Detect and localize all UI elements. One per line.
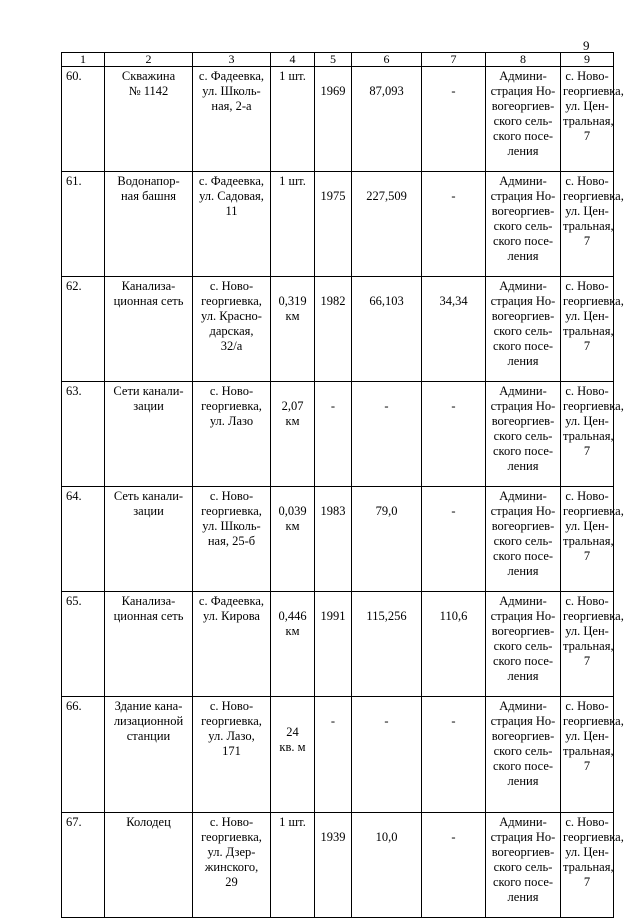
object-quantity (271, 813, 315, 918)
owner-line: вогеоргиев- (491, 845, 555, 859)
object-quantity-line: км (285, 624, 300, 638)
object-address-line: с. Ново- (209, 699, 254, 713)
book-value: - (352, 697, 422, 813)
owner-location-line: георгиевка, (563, 609, 624, 623)
row-number: 66. (62, 697, 105, 813)
object-quantity-line: 1 шт. (279, 815, 306, 829)
table-row (62, 487, 614, 592)
commission-year: 1982 (315, 277, 352, 382)
object-address-line: с. Ново- (209, 815, 254, 829)
owner-location-line: тральная, 7 (563, 324, 614, 353)
residual-value: 34,34 (422, 277, 486, 382)
object-address-line: с. Фадеевка, (198, 174, 265, 188)
owner-location-line: с. Ново- (565, 384, 609, 398)
owner-location-line: ул. Цен- (565, 729, 609, 743)
residual-value: 110,6 (422, 592, 486, 697)
commission-year: 1983 (315, 487, 352, 592)
object-address-line: ул. Школь- (202, 84, 261, 98)
object-quantity-line: 0,319 (278, 294, 307, 308)
owner-line: вогеоргиев- (491, 729, 555, 743)
owner-line: ского сель- (493, 534, 553, 548)
owner-location-line: тральная, 7 (563, 114, 614, 143)
owner-location-line: георгиевка, (563, 189, 624, 203)
row-number: 65. (62, 592, 105, 697)
column-number-4: 4 (271, 53, 315, 67)
residual-value: - (422, 813, 486, 918)
commission-year: 1975 (315, 172, 352, 277)
commission-year: 1991 (315, 592, 352, 697)
row-number: 67. (62, 813, 105, 918)
object-address-line: ная, 25-б (207, 534, 256, 548)
owner-location-line: ул. Цен- (565, 99, 609, 113)
owner-line: Админи- (499, 594, 547, 608)
object-address-line: 11 (225, 204, 238, 218)
column-number-2: 2 (105, 53, 193, 67)
owner-line: ского сель- (493, 860, 553, 874)
object-name (105, 382, 193, 487)
book-value: 10,0 (352, 813, 422, 918)
object-name-line: ная башня (120, 189, 177, 203)
object-address-line: ул. Лазо (209, 414, 254, 428)
residual-value: - (422, 697, 486, 813)
object-address-line: с. Ново- (209, 384, 254, 398)
commission-year: - (315, 382, 352, 487)
book-value: - (352, 382, 422, 487)
column-number-9: 9 (561, 53, 614, 67)
owner (486, 382, 561, 487)
page-number: 9 (583, 38, 590, 53)
object-quantity-line: 1 шт. (279, 174, 306, 188)
owner-line: ского сель- (493, 639, 553, 653)
commission-year: 1969 (315, 67, 352, 172)
owner (486, 67, 561, 172)
owner-line: Админи- (499, 699, 547, 713)
owner-location (561, 382, 624, 487)
owner-location-line: с. Ново- (565, 174, 609, 188)
owner-line: ления (507, 669, 539, 683)
owner-location (561, 697, 624, 813)
object-name-line: зации (133, 399, 164, 413)
owner-location-line: ул. Цен- (565, 624, 609, 638)
object-address (193, 382, 271, 487)
owner-location-line: георгиевка, (563, 399, 624, 413)
owner-line: страция Но- (490, 830, 556, 844)
object-address-line: георгиевка, (201, 830, 262, 844)
owner-location (561, 813, 624, 918)
object-address-line: ул. Дзер- (207, 845, 256, 859)
table-row (62, 172, 614, 277)
owner (486, 277, 561, 382)
object-address (193, 487, 271, 592)
object-address-line: с. Ново- (209, 489, 254, 503)
column-number-3: 3 (193, 53, 271, 67)
owner-location-line: ул. Цен- (565, 845, 609, 859)
owner-location-line: с. Ново- (565, 69, 609, 83)
owner-line: ления (507, 144, 539, 158)
owner-line: страция Но- (490, 504, 556, 518)
object-name-line: ционная сеть (113, 294, 184, 308)
object-quantity (271, 67, 315, 172)
owner-line: ского посе- (492, 339, 554, 353)
object-name-line: Сети канали- (113, 384, 184, 398)
object-quantity (271, 592, 315, 697)
owner-line: ления (507, 459, 539, 473)
owner-line: ского посе- (492, 444, 554, 458)
object-address-line: ул. Кирова (202, 609, 260, 623)
object-name-line: лизационной (113, 714, 184, 728)
owner-location-line: с. Ново- (565, 699, 609, 713)
owner-location-line: тральная, 7 (563, 534, 614, 563)
owner-line: вогеоргиев- (491, 99, 555, 113)
book-value: 79,0 (352, 487, 422, 592)
object-quantity-line: кв. м (279, 740, 306, 754)
owner-line: вогеоргиев- (491, 414, 555, 428)
object-address (193, 813, 271, 918)
owner-line: ления (507, 890, 539, 904)
owner-location-line: с. Ново- (565, 815, 609, 829)
owner-line: ского посе- (492, 129, 554, 143)
owner-line: ского посе- (492, 654, 554, 668)
owner-line: ского сель- (493, 429, 553, 443)
object-quantity-line: 0,446 (278, 609, 307, 623)
owner-location (561, 67, 624, 172)
object-name (105, 592, 193, 697)
owner-line: Админи- (499, 279, 547, 293)
object-address-line: 32/а (220, 339, 243, 353)
object-name-line: № 1142 (128, 84, 169, 98)
object-quantity-line: 0,039 (278, 504, 307, 518)
object-name-line: Канализа- (121, 594, 176, 608)
object-address-line: ул. Садовая, (199, 189, 264, 203)
object-address-line: ул. Лазо, (208, 729, 255, 743)
object-quantity (271, 382, 315, 487)
column-number-5: 5 (315, 53, 352, 67)
owner-location-line: георгиевка, (563, 294, 624, 308)
owner-line: страция Но- (490, 609, 556, 623)
owner-line: вогеоргиев- (491, 624, 555, 638)
owner-line: ления (507, 354, 539, 368)
column-number-6: 6 (352, 53, 422, 67)
object-name-line: Здание кана- (114, 699, 183, 713)
object-quantity (271, 277, 315, 382)
table-row (62, 277, 614, 382)
residual-value: - (422, 172, 486, 277)
owner-location (561, 172, 624, 277)
object-name-line: Колодец (126, 815, 171, 829)
owner-line: страция Но- (490, 714, 556, 728)
owner-line: страция Но- (490, 189, 556, 203)
object-quantity (271, 697, 315, 813)
object-name-line: Водонапор- (117, 174, 180, 188)
owner-line: Админи- (499, 174, 547, 188)
object-name-line: станции (126, 729, 171, 743)
owner (486, 487, 561, 592)
owner-line: страция Но- (490, 294, 556, 308)
object-address (193, 277, 271, 382)
row-number: 62. (62, 277, 105, 382)
owner-line: ления (507, 249, 539, 263)
owner-location-line: ул. Цен- (565, 309, 609, 323)
row-number: 64. (62, 487, 105, 592)
object-address-line: жинского, (204, 860, 259, 874)
owner-line: Админи- (499, 489, 547, 503)
object-address-line: георгиевка, (201, 294, 262, 308)
object-address-line: георгиевка, (201, 714, 262, 728)
object-address-line: георгиевка, (201, 504, 262, 518)
owner-location-line: тральная, 7 (563, 744, 614, 773)
row-number: 60. (62, 67, 105, 172)
owner-location-line: ул. Цен- (565, 414, 609, 428)
owner-line: Админи- (499, 69, 547, 83)
owner-line: ского посе- (492, 759, 554, 773)
residual-value: - (422, 67, 486, 172)
owner-location (561, 277, 624, 382)
owner-line: страция Но- (490, 84, 556, 98)
owner (486, 592, 561, 697)
object-address (193, 592, 271, 697)
book-value: 115,256 (352, 592, 422, 697)
owner-location-line: тральная, 7 (563, 860, 614, 889)
object-address-line: ул. Красно- (201, 309, 262, 323)
owner-location-line: тральная, 7 (563, 639, 614, 668)
owner-line: Админи- (499, 815, 547, 829)
object-quantity-line: 24 (286, 725, 299, 739)
residual-value: - (422, 487, 486, 592)
book-value: 66,103 (352, 277, 422, 382)
table-row (62, 382, 614, 487)
owner-line: ского сель- (493, 744, 553, 758)
owner-line: ского посе- (492, 549, 554, 563)
object-address-line: георгиевка, (201, 399, 262, 413)
object-quantity (271, 487, 315, 592)
object-quantity-line: 1 шт. (279, 69, 306, 83)
owner-line: ского сель- (493, 324, 553, 338)
owner-line: ления (507, 774, 539, 788)
owner-location-line: ул. Цен- (565, 204, 609, 218)
object-name (105, 277, 193, 382)
commission-year: 1939 (315, 813, 352, 918)
owner-line: ского посе- (492, 875, 554, 889)
object-name (105, 813, 193, 918)
object-name-line: Канализа- (121, 279, 176, 293)
object-quantity-line: 2,07 (281, 399, 304, 413)
owner (486, 697, 561, 813)
object-quantity-line: км (285, 309, 300, 323)
owner-line: вогеоргиев- (491, 204, 555, 218)
owner-line: ления (507, 564, 539, 578)
object-address-line: с. Фадеевка, (198, 594, 265, 608)
object-address (193, 67, 271, 172)
owner-location-line: георгиевка, (563, 714, 624, 728)
object-address (193, 697, 271, 813)
owner (486, 813, 561, 918)
owner-location-line: ул. Цен- (565, 519, 609, 533)
residual-value: - (422, 382, 486, 487)
owner-line: вогеоргиев- (491, 519, 555, 533)
object-name-line: ционная сеть (113, 609, 184, 623)
column-number-8: 8 (486, 53, 561, 67)
object-quantity (271, 172, 315, 277)
object-address (193, 172, 271, 277)
owner-location-line: тральная, 7 (563, 219, 614, 248)
owner-location (561, 592, 624, 697)
object-address-line: ная, 2-а (211, 99, 252, 113)
table-row (62, 697, 614, 813)
owner-location-line: с. Ново- (565, 279, 609, 293)
object-quantity-line: км (285, 414, 300, 428)
object-quantity-line: км (285, 519, 300, 533)
owner (486, 172, 561, 277)
object-name-line: Скважина (121, 69, 176, 83)
book-value: 87,093 (352, 67, 422, 172)
owner-line: вогеоргиев- (491, 309, 555, 323)
object-address-line: 171 (222, 744, 241, 758)
object-name (105, 172, 193, 277)
column-number-row (62, 53, 614, 67)
object-name (105, 697, 193, 813)
object-name (105, 67, 193, 172)
owner-location-line: с. Ново- (565, 594, 609, 608)
commission-year: - (315, 697, 352, 813)
table-row (62, 813, 614, 918)
object-name (105, 487, 193, 592)
owner-location (561, 487, 624, 592)
owner-line: страция Но- (490, 399, 556, 413)
column-number-1: 1 (62, 53, 105, 67)
book-value: 227,509 (352, 172, 422, 277)
object-name-line: зации (133, 504, 164, 518)
column-number-7: 7 (422, 53, 486, 67)
owner-location-line: с. Ново- (565, 489, 609, 503)
object-address-line: ул. Школь- (202, 519, 261, 533)
object-address-line: с. Фадеевка, (198, 69, 265, 83)
owner-line: ского посе- (492, 234, 554, 248)
table-row (62, 67, 614, 172)
owner-location-line: георгиевка, (563, 830, 624, 844)
owner-line: ского сель- (493, 114, 553, 128)
object-address-line: 29 (225, 875, 238, 889)
object-address-line: дарская, (209, 324, 254, 338)
owner-line: ского сель- (493, 219, 553, 233)
owner-location-line: георгиевка, (563, 504, 624, 518)
row-number: 63. (62, 382, 105, 487)
object-name-line: Сеть канали- (113, 489, 184, 503)
owner-line: Админи- (499, 384, 547, 398)
owner-location-line: тральная, 7 (563, 429, 614, 458)
table-row (62, 592, 614, 697)
object-address-line: с. Ново- (209, 279, 254, 293)
row-number: 61. (62, 172, 105, 277)
owner-location-line: георгиевка, (563, 84, 624, 98)
property-register-table (61, 52, 624, 918)
